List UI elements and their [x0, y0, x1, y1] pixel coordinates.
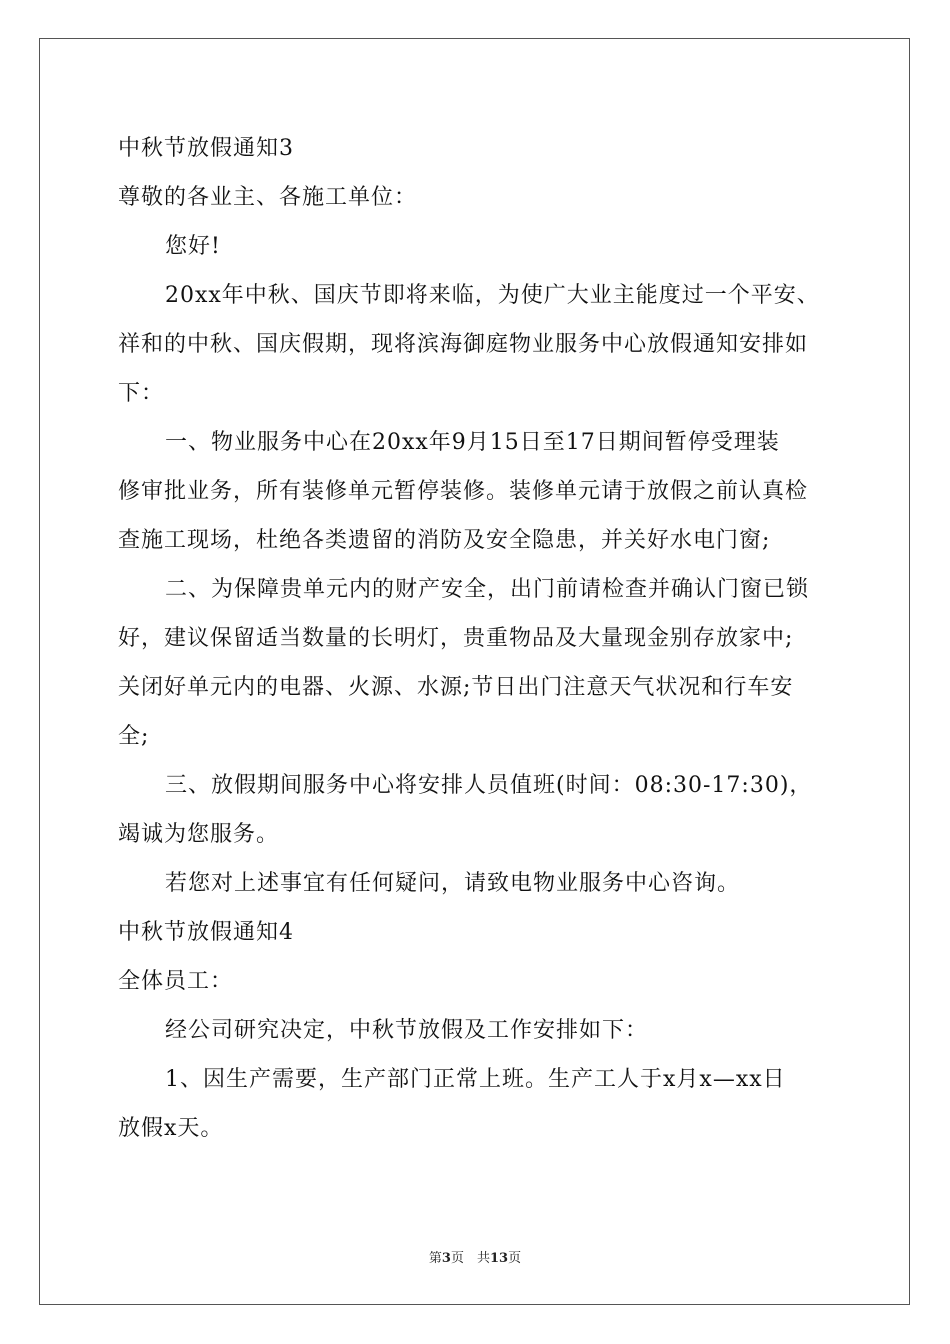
item-two-line: 二、为保障贵单元内的财产安全，出门前请检查并确认门窗已锁 — [165, 577, 810, 602]
item-line: 放假x天。 — [118, 1116, 224, 1141]
item-one-line: 查施工现场，杜绝各类遗留的消防及安全隐患，并关好水电门窗; — [118, 528, 771, 553]
item-line: 1、因生产需要，生产部门正常上班。生产工人于x月x—xx日 — [165, 1067, 786, 1092]
page-footer — [0, 1247, 950, 1266]
item-one-line: 修审批业务，所有装修单元暂停装修。装修单元请于放假之前认真检 — [118, 479, 809, 504]
item-three-line: 三、放假期间服务中心将安排人员值班(时间：08:30-17:30)， — [165, 773, 813, 798]
salutation-staff: 全体员工： — [118, 969, 234, 994]
greeting: 您好! — [165, 234, 221, 259]
salutation-owners: 尊敬的各业主、各施工单位： — [118, 185, 418, 210]
paragraph-line: 祥和的中秋、国庆假期，现将滨海御庭物业服务中心放假通知安排如 — [118, 332, 809, 357]
current-page-number: 3 — [441, 1251, 451, 1266]
item-two-line: 好，建议保留适当数量的长明灯，贵重物品及大量现金别存放家中; — [118, 626, 794, 651]
paragraph-line: 经公司研究决定，中秋节放假及工作安排如下： — [165, 1018, 649, 1043]
page-label-suffix: 页 — [508, 1251, 522, 1266]
page-label-prefix: 第 — [428, 1251, 442, 1266]
notice-title-3: 中秋节放假通知3 — [118, 136, 294, 161]
page-label-mid: 页 共 — [450, 1251, 490, 1266]
item-one-line: 一、物业服务中心在20xx年9月15日至17日期间暂停受理装 — [165, 430, 780, 455]
paragraph-line: 20xx年中秋、国庆节即将来临，为使广大业主能度过一个平安、 — [165, 283, 820, 308]
item-two-line: 全; — [118, 724, 150, 749]
item-three-line: 竭诚为您服务。 — [118, 822, 280, 847]
paragraph-line: 下： — [118, 381, 165, 406]
closing-line: 若您对上述事宜有任何疑问，请致电物业服务中心咨询。 — [165, 871, 741, 896]
item-two-line: 关闭好单元内的电器、火源、水源;节日出门注意天气状况和行车安 — [118, 675, 794, 700]
document-body — [118, 124, 838, 1153]
notice-title-4: 中秋节放假通知4 — [118, 920, 294, 945]
total-page-number: 13 — [489, 1251, 509, 1266]
